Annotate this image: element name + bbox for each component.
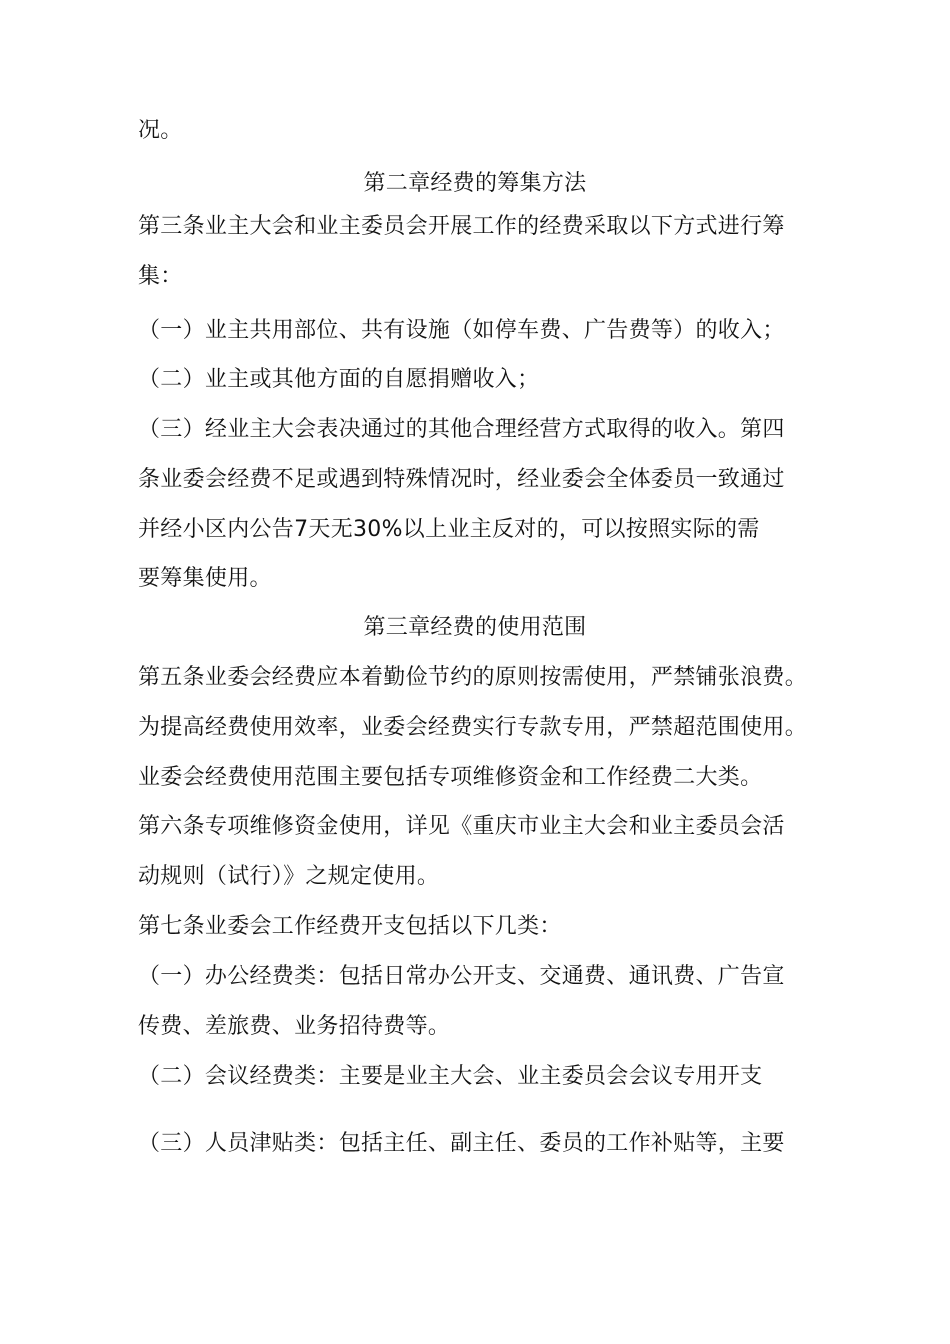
text-line: 动规则（试行）》之规定使用。 — [138, 864, 440, 889]
text-line: 况。 — [138, 118, 183, 143]
text-line: 第五条业委会经费应本着勤俭节约的原则按需使用，严禁铺张浪费。 — [138, 665, 808, 690]
text-line: 为提高经费使用效率，业委会经费实行专款专用，严禁超范围使用。 — [138, 715, 808, 740]
text-line: （一）办公经费类：包括日常办公开支、交通费、通讯费、广告宣 — [138, 964, 785, 989]
chapter-heading: 第三章经费的使用范围 — [363, 615, 587, 640]
text-line: 第三条业主大会和业主委员会开展工作的经费采取以下方式进行筹 — [138, 214, 785, 239]
text-line: （二）业主或其他方面的自愿捐赠收入； — [138, 367, 540, 392]
text-line: 传费、差旅费、业务招待费等。 — [138, 1014, 451, 1039]
chapter-heading: 第二章经费的筹集方法 — [363, 171, 587, 196]
text-line: 第七条业委会工作经费开支包括以下几类： — [138, 914, 562, 939]
text-line: 条业委会经费不足或遇到特殊情况时，经业委会全体委员一致通过 — [138, 467, 785, 492]
text-line: （三）人员津贴类：包括主任、副主任、委员的工作补贴等，主要 — [138, 1131, 785, 1156]
text-line: 要筹集使用。 — [138, 566, 272, 591]
text-line: 集： — [138, 264, 183, 289]
text-line: 并经小区内公告7天无30%以上业主反对的，可以按照实际的需 — [138, 517, 760, 542]
text-line: （三）经业主大会表决通过的其他合理经营方式取得的收入。第四 — [138, 417, 785, 442]
text-line: （二）会议经费类：主要是业主大会、业主委员会会议专用开支 — [138, 1064, 763, 1089]
text-line: （一）业主共用部位、共有设施（如停车费、广告费等）的收入； — [138, 318, 785, 343]
text-line: 第六条专项维修资金使用，详见《重庆市业主大会和业主委员会活 — [138, 814, 785, 839]
text-line: 业委会经费使用范围主要包括专项维修资金和工作经费二大类。 — [138, 765, 763, 790]
